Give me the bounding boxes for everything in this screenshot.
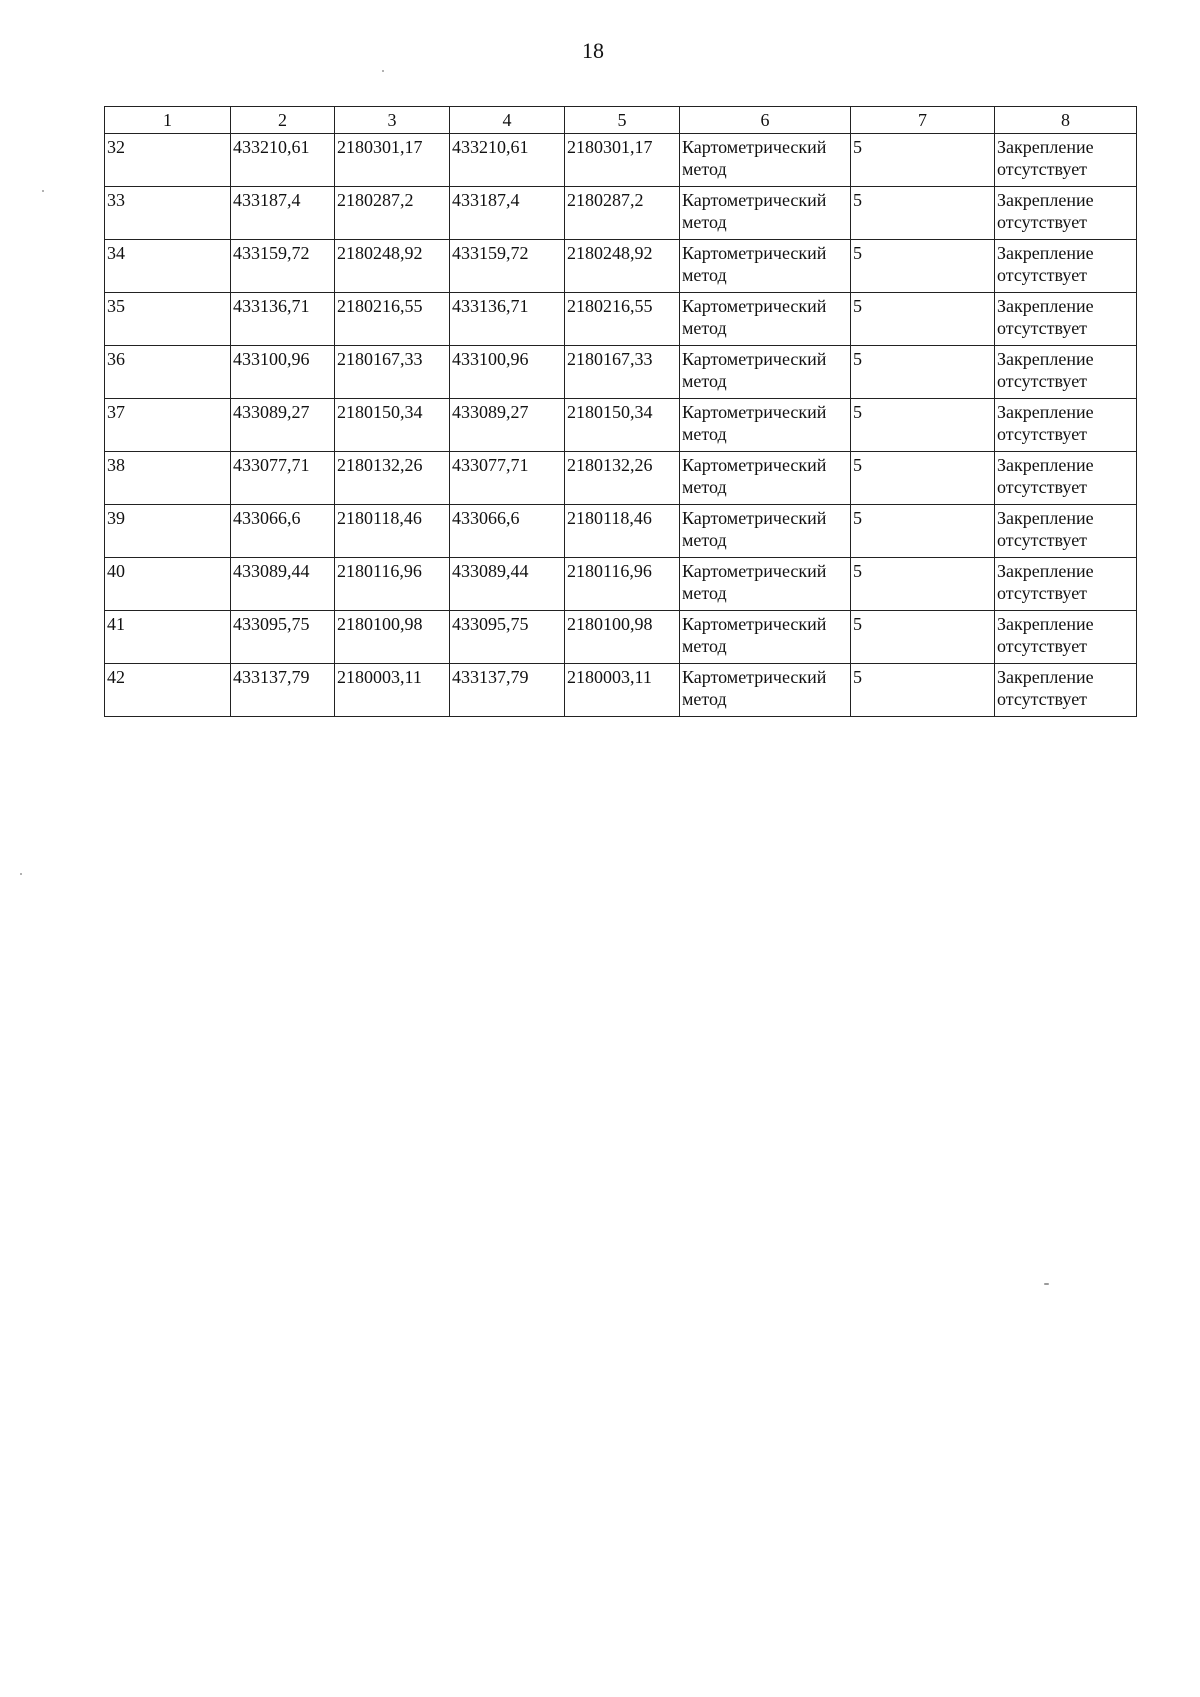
table-cell-col-1: 39 [105, 505, 231, 558]
table-cell-col-5: 2180100,98 [565, 611, 680, 664]
table-cell-col-4: 433210,61 [450, 134, 565, 187]
table-cell-col-7: 5 [851, 134, 995, 187]
table-cell-col-2: 433089,27 [231, 399, 335, 452]
table-cell-col-1: 33 [105, 187, 231, 240]
table-cell-col-1: 37 [105, 399, 231, 452]
table-cell-col-2: 433137,79 [231, 664, 335, 717]
table-cell-col-1: 40 [105, 558, 231, 611]
table-row [105, 399, 1137, 452]
table-cell-col-1: 36 [105, 346, 231, 399]
coordinates-table [104, 106, 1137, 717]
table-cell-col-3: 2180248,92 [335, 240, 450, 293]
table-cell-col-5: 2180150,34 [565, 399, 680, 452]
table-cell-col-5: 2180132,26 [565, 452, 680, 505]
table-cell-col-4: 433136,71 [450, 293, 565, 346]
table-cell-col-4: 433159,72 [450, 240, 565, 293]
table-cell-col-8: Закрепление отсутствует [995, 293, 1137, 346]
table-cell-col-5: 2180167,33 [565, 346, 680, 399]
table-cell-col-3: 2180003,11 [335, 664, 450, 717]
table-cell-col-2: 433095,75 [231, 611, 335, 664]
table-cell-col-6: Картометрический метод [680, 134, 851, 187]
table-cell-col-4: 433137,79 [450, 664, 565, 717]
table-cell-col-8: Закрепление отсутствует [995, 452, 1137, 505]
table-cell-col-4: 433187,4 [450, 187, 565, 240]
table-cell-col-7: 5 [851, 664, 995, 717]
table-cell-col-6: Картометрический метод [680, 240, 851, 293]
header-row [105, 107, 1137, 134]
table-cell-col-5: 2180216,55 [565, 293, 680, 346]
table-cell-col-6: Картометрический метод [680, 505, 851, 558]
table-row [105, 187, 1137, 240]
table-cell-col-1: 41 [105, 611, 231, 664]
table-row [105, 452, 1137, 505]
table-row [105, 134, 1137, 187]
table-cell-col-4: 433089,44 [450, 558, 565, 611]
table-cell-col-8: Закрепление отсутствует [995, 505, 1137, 558]
table-cell-col-3: 2180216,55 [335, 293, 450, 346]
table-cell-col-7: 5 [851, 611, 995, 664]
column-header-1: 1 [105, 107, 231, 134]
column-header-8: 8 [995, 107, 1137, 134]
table-cell-col-8: Закрепление отсутствует [995, 240, 1137, 293]
table-cell-col-5: 2180301,17 [565, 134, 680, 187]
table-cell-col-6: Картометрический метод [680, 664, 851, 717]
table-cell-col-8: Закрепление отсутствует [995, 134, 1137, 187]
table-row [105, 664, 1137, 717]
table-cell-col-5: 2180118,46 [565, 505, 680, 558]
table-row [105, 505, 1137, 558]
table-cell-col-4: 433077,71 [450, 452, 565, 505]
table-cell-col-6: Картометрический метод [680, 558, 851, 611]
column-header-6: 6 [680, 107, 851, 134]
column-header-7: 7 [851, 107, 995, 134]
table-body [105, 134, 1137, 717]
table-cell-col-3: 2180150,34 [335, 399, 450, 452]
column-header-5: 5 [565, 107, 680, 134]
table-cell-col-5: 2180116,96 [565, 558, 680, 611]
table-cell-col-7: 5 [851, 558, 995, 611]
column-header-3: 3 [335, 107, 450, 134]
table-cell-col-8: Закрепление отсутствует [995, 346, 1137, 399]
table-row [105, 240, 1137, 293]
table-cell-col-2: 433159,72 [231, 240, 335, 293]
table-cell-col-8: Закрепление отсутствует [995, 558, 1137, 611]
table-cell-col-6: Картометрический метод [680, 611, 851, 664]
column-header-4: 4 [450, 107, 565, 134]
column-header-2: 2 [231, 107, 335, 134]
table-cell-col-7: 5 [851, 293, 995, 346]
table-cell-col-2: 433077,71 [231, 452, 335, 505]
table-cell-col-5: 2180248,92 [565, 240, 680, 293]
table-cell-col-4: 433066,6 [450, 505, 565, 558]
table-cell-col-3: 2180116,96 [335, 558, 450, 611]
table-cell-col-5: 2180287,2 [565, 187, 680, 240]
scan-speck [42, 190, 44, 192]
table-cell-col-2: 433066,6 [231, 505, 335, 558]
table-cell-col-3: 2180132,26 [335, 452, 450, 505]
table-cell-col-1: 42 [105, 664, 231, 717]
table-cell-col-8: Закрепление отсутствует [995, 611, 1137, 664]
table-cell-col-6: Картометрический метод [680, 187, 851, 240]
table-cell-col-8: Закрепление отсутствует [995, 187, 1137, 240]
table-cell-col-2: 433210,61 [231, 134, 335, 187]
table-cell-col-8: Закрепление отсутствует [995, 399, 1137, 452]
scan-speck [20, 873, 22, 875]
table-cell-col-1: 32 [105, 134, 231, 187]
table-cell-col-7: 5 [851, 346, 995, 399]
table-row [105, 611, 1137, 664]
scan-speck [382, 70, 384, 72]
table-cell-col-4: 433089,27 [450, 399, 565, 452]
table-row [105, 293, 1137, 346]
table-cell-col-4: 433095,75 [450, 611, 565, 664]
table-row [105, 558, 1137, 611]
table-cell-col-2: 433089,44 [231, 558, 335, 611]
table-cell-col-7: 5 [851, 505, 995, 558]
table-cell-col-1: 35 [105, 293, 231, 346]
table-cell-col-7: 5 [851, 240, 995, 293]
table-cell-col-3: 2180118,46 [335, 505, 450, 558]
table-cell-col-6: Картометрический метод [680, 452, 851, 505]
table-cell-col-1: 34 [105, 240, 231, 293]
scan-speck [1044, 1283, 1049, 1285]
table-cell-col-7: 5 [851, 187, 995, 240]
table-cell-col-6: Картометрический метод [680, 293, 851, 346]
table-cell-col-3: 2180301,17 [335, 134, 450, 187]
table-cell-col-6: Картометрический метод [680, 346, 851, 399]
table-header [105, 107, 1137, 134]
table-cell-col-2: 433136,71 [231, 293, 335, 346]
table-cell-col-3: 2180287,2 [335, 187, 450, 240]
table-cell-col-3: 2180167,33 [335, 346, 450, 399]
table-cell-col-7: 5 [851, 399, 995, 452]
table-cell-col-7: 5 [851, 452, 995, 505]
table-cell-col-3: 2180100,98 [335, 611, 450, 664]
table-row [105, 346, 1137, 399]
table-cell-col-2: 433187,4 [231, 187, 335, 240]
table-cell-col-6: Картометрический метод [680, 399, 851, 452]
table-cell-col-1: 38 [105, 452, 231, 505]
table-cell-col-4: 433100,96 [450, 346, 565, 399]
table-cell-col-2: 433100,96 [231, 346, 335, 399]
table-cell-col-5: 2180003,11 [565, 664, 680, 717]
table-cell-col-8: Закрепление отсутствует [995, 664, 1137, 717]
page-number: 18 [582, 38, 604, 63]
